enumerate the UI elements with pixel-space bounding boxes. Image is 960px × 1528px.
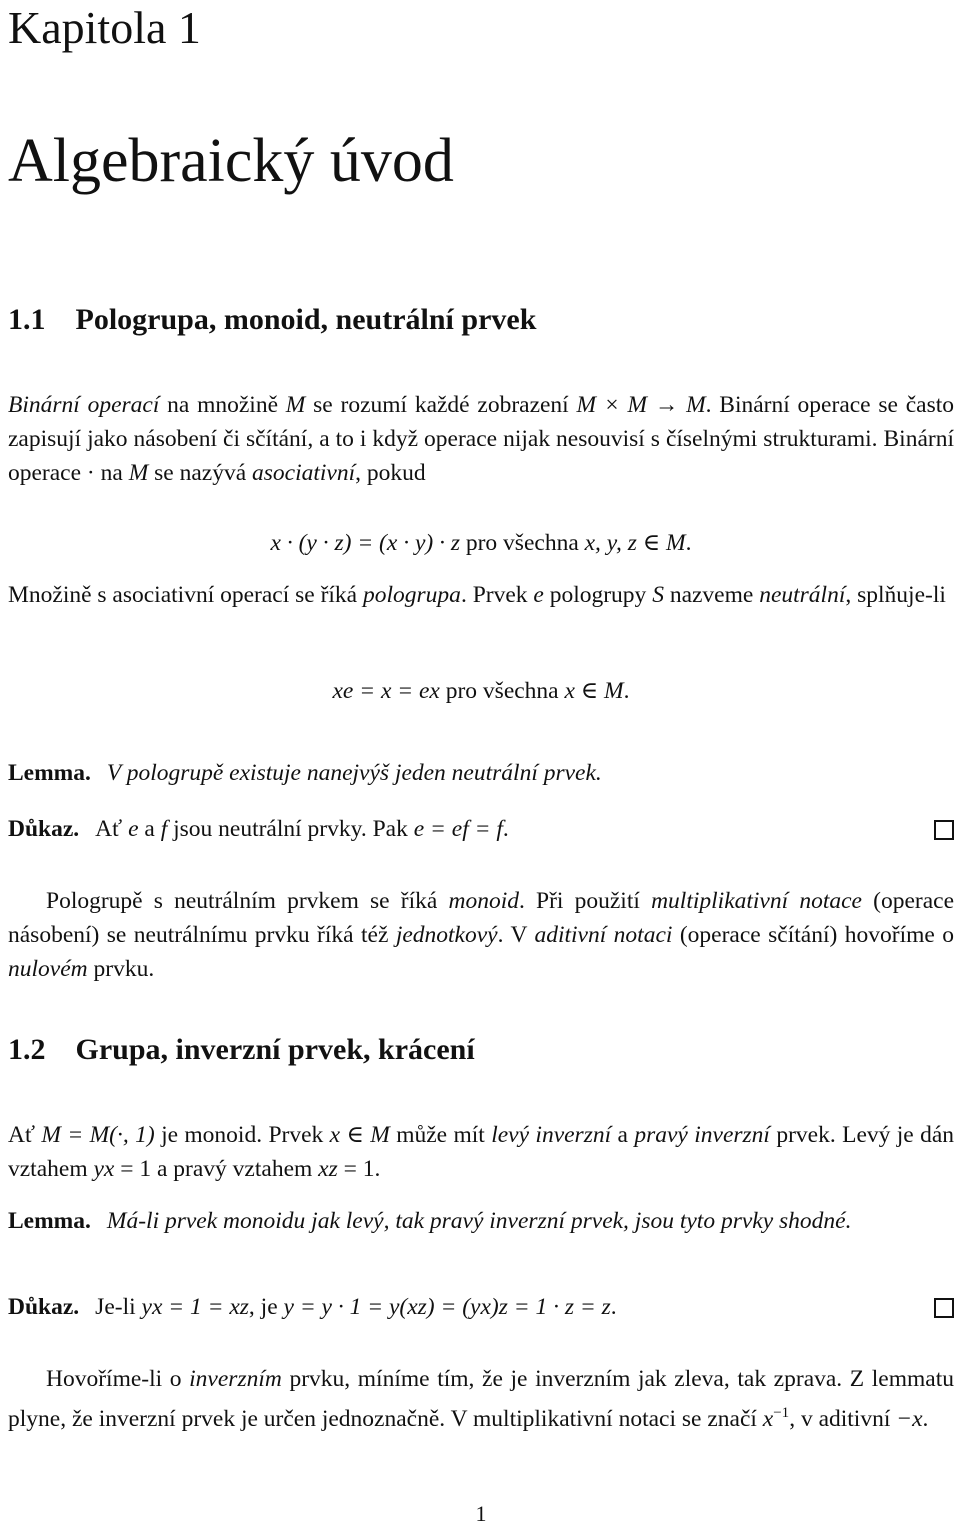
lemma-label: Lemma. (8, 760, 91, 786)
lemma-statement: V pologrupě existuje nanejvýš jeden neutrální prvek. (106, 760, 602, 786)
proof-label: Důkaz. (8, 1294, 80, 1320)
chapter-title: Algebraický úvod (8, 127, 454, 195)
page-number: 1 (475, 1501, 487, 1526)
lemma-statement: Má-li prvek monoidu jak levý, tak pravý inverzní prvek, jsou tyto prvky shodné. (106, 1208, 852, 1234)
section-heading-1-2 (8, 1032, 475, 1068)
section-title: Pologrupa, monoid, neutrální prvek (75, 303, 537, 336)
paragraph-binary-operation: Binární operací na množině M se rozumí každé zobrazení M × M → M. Binární operace se často zapisují jako násobení či sčítání, a to i když operace nijak nesouvisí s číselnými strukturami. Binární operace · na M se nazývá asociativní, pokud (8, 392, 955, 486)
section-number: 1.2 (8, 1033, 46, 1066)
lemma-1 (8, 756, 954, 790)
proof-label: Důkaz. (8, 816, 80, 842)
paragraph-inverse: Ať M = M(·, 1) je monoid. Prvek x ∈ M může mít levý inverzní a pravý inverzní prvek. Levý je dán vztahem yx = 1 a pravý vztahem xz = 1. (8, 1122, 955, 1182)
equation-neutral: xe = x = ex pro všechna x ∈ M. (332, 678, 630, 704)
qed-square-icon (934, 820, 954, 840)
paragraph-semigroup: Množině s asociativní operací se říká pologrupa. Prvek e pologrupy S nazveme neutrální, splňuje-li (8, 582, 946, 608)
proof-2: Důkaz. Je-li yx = 1 = xz, je y = y · 1 = y(xz) = (yx)z = 1 · z = z. (8, 1294, 617, 1320)
section-heading-1-1 (8, 302, 536, 338)
section-title: Grupa, inverzní prvek, krácení (75, 1033, 475, 1066)
chapter-label: Kapitola 1 (8, 2, 201, 53)
paragraph-inverse-notation: Hovoříme-li o inverzním prvku, míníme tím, že je inverzním jak zleva, tak zprava. Z lemmatu plyne, že inverzní prvek je určen jednoznačně. V multiplikativní notaci se značí $x^{-1}$, v aditivní −x. (8, 1366, 954, 1432)
proof-1: Důkaz. Ať e a f jsou neutrální prvky. Pak e = ef = f. (8, 816, 509, 842)
paragraph-monoid: Pologrupě s neutrálním prvkem se říká monoid. Při použití multiplikativní notace (operace násobení) se neutrálnímu prvku říká též jednotkový. V aditivní notaci (operace sčítání) hovoříme o nulovém prvku. (8, 888, 954, 982)
section-number: 1.1 (8, 303, 46, 336)
lemma-label: Lemma. (8, 1208, 91, 1234)
qed-square-icon (934, 1298, 954, 1318)
lemma-2 (8, 1204, 954, 1238)
equation-associativity: x · (y · z) = (x · y) · z pro všechna x, y, z ∈ M. (270, 530, 692, 556)
